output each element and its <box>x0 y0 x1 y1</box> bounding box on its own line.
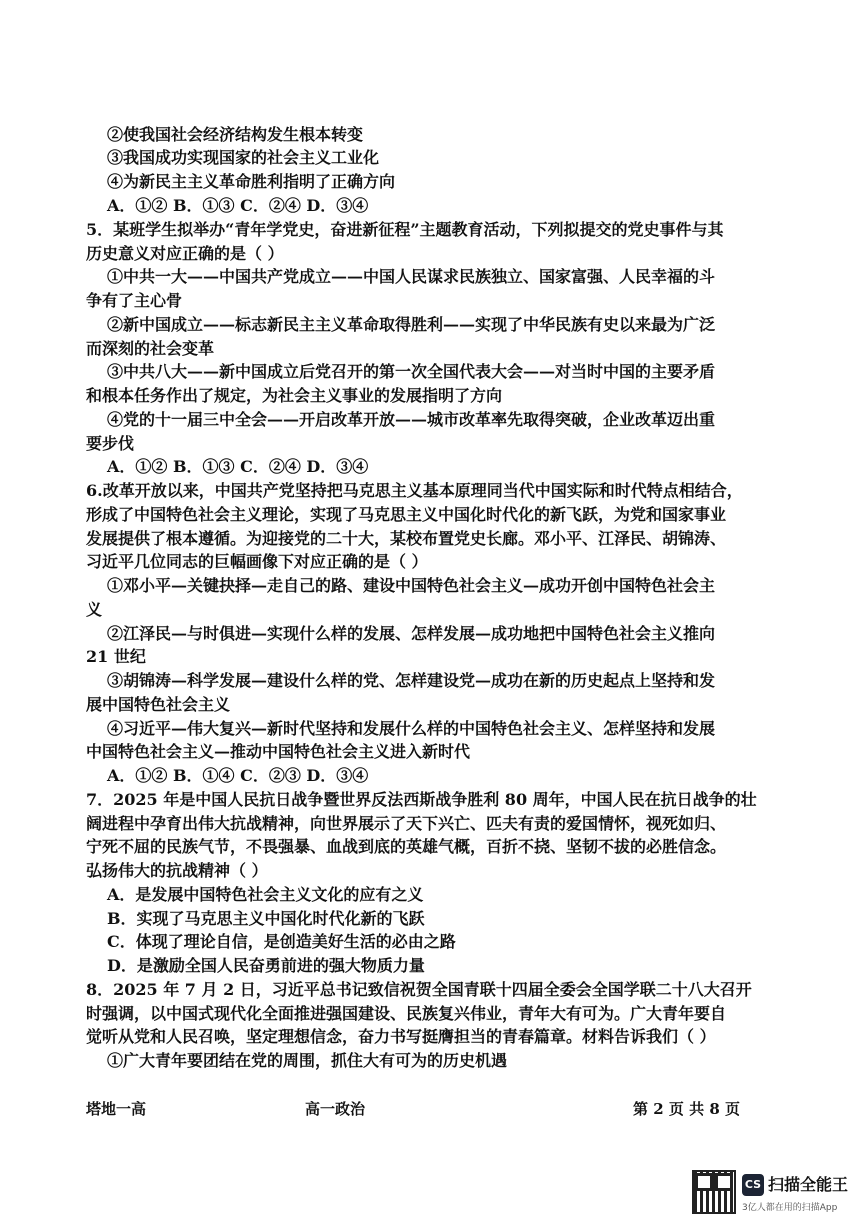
option-b: B．实现了马克思主义中国化时代化新的飞跃 <box>107 909 425 928</box>
text-line: ②使我国社会经济结构发生根本转变 <box>107 125 364 144</box>
watermark-app-name: 扫描全能王 <box>768 1175 849 1194</box>
text-line: 义 <box>86 600 103 619</box>
question-5-stem: 历史意义对应正确的是（ ） <box>86 244 284 263</box>
option-c: C．体现了理论自信，是创造美好生活的必由之路 <box>107 932 456 951</box>
camscanner-logo: CS <box>742 1174 764 1196</box>
question-6-stem: 习近平几位同志的巨幅画像下对应正确的是（ ） <box>86 552 428 571</box>
text-line: ④习近平—伟大复兴—新时代坚持和发展什么样的中国特色社会主义、怎样坚持和发展 <box>107 719 716 738</box>
text-line: 和根本任务作出了规定，为社会主义事业的发展指明了方向 <box>86 386 503 405</box>
text-line: ④为新民主主义革命胜利指明了正确方向 <box>107 172 396 191</box>
text-line: 而深刻的社会变革 <box>86 339 215 358</box>
option-d: D．是激励全国人民奋勇前进的强大物质力量 <box>107 956 425 975</box>
text-line: ①广大青年要团结在党的周围，抓住大有可为的历史机遇 <box>107 1051 508 1070</box>
text-line: ①中共一大——中国共产党成立——中国人民谋求民族独立、国家富强、人民幸福的斗 <box>107 267 716 286</box>
text-line: 争有了主心骨 <box>86 291 183 310</box>
answer-options: A．①② B．①③ C．②④ D．③④ <box>107 457 369 476</box>
question-8-stem: 觉听从党和人民召唤，坚定理想信念，奋力书写挺膺担当的青春篇章。材料告诉我们（ ） <box>86 1027 716 1046</box>
text-line: ②江泽民—与时俱进—实现什么样的发展、怎样发展—成功地把中国特色社会主义推向 <box>107 624 716 643</box>
text-line: ②新中国成立——标志新民主主义革命取得胜利——实现了中华民族有史以来最为广泛 <box>107 315 716 334</box>
answer-options: A．①② B．①④ C．②③ D．③④ <box>107 766 369 785</box>
option-a: A．是发展中国特色社会主义文化的应有之义 <box>107 885 424 904</box>
question-7-stem: 7．2025 年是中国人民抗日战争暨世界反法西斯战争胜利 80 周年，中国人民在抗日战争的壮 <box>86 790 757 809</box>
answer-options: A．①② B．①③ C．②④ D．③④ <box>107 196 369 215</box>
watermark-tagline: 3亿人都在用的扫描App <box>742 1203 838 1213</box>
question-6-stem: 发展提供了根本遵循。为迎接党的二十大，某校布置党史长廊。邓小平、江泽民、胡锦涛、 <box>86 529 727 548</box>
question-6-stem: 6.改革开放以来，中国共产党坚持把马克思主义基本原理同当代中国实际和时代特点相结合， <box>86 481 743 500</box>
question-7-stem: 弘扬伟大的抗战精神（ ） <box>86 861 268 880</box>
question-7-stem: 阔进程中孕育出伟大抗战精神，向世界展示了天下兴亡、匹夫有责的爱国情怀，视死如归、 <box>86 814 727 833</box>
question-5-stem: 5．某班学生拟举办“青年学党史，奋进新征程”主题教育活动，下列拟提交的党史事件与其 <box>86 220 724 239</box>
question-7-stem: 宁死不屈的民族气节，不畏强暴、血战到底的英雄气概，百折不挠、坚韧不拔的必胜信念。 <box>86 837 727 856</box>
text-line: ③胡锦涛—科学发展—建设什么样的党、怎样建设党—成功在新的历史起点上坚持和发 <box>107 671 716 690</box>
text-line: 21 世纪 <box>86 647 146 666</box>
text-line: 要步伐 <box>86 434 135 453</box>
text-line: ③中共八大——新中国成立后党召开的第一次全国代表大会——对当时中国的主要矛盾 <box>107 362 716 381</box>
footer-subject: 高一政治 <box>305 1100 366 1118</box>
qr-code-icon <box>692 1170 736 1214</box>
footer-page-number: 第 2 页 共 8 页 <box>633 1100 740 1118</box>
question-8-stem: 时强调，以中国式现代化全面推进强国建设、民族复兴伟业，青年大有可为。广大青年要自 <box>86 1004 727 1023</box>
text-line: ④党的十一届三中全会——开启改革开放——城市改革率先取得突破，企业改革迈出重 <box>107 410 716 429</box>
footer-school: 塔地一高 <box>86 1100 147 1118</box>
question-8-stem: 8．2025 年 7 月 2 日，习近平总书记致信祝贺全国青联十四届全委会全国学联二十八大召开 <box>86 980 752 999</box>
text-line: 展中国特色社会主义 <box>86 695 231 714</box>
text-line: 中国特色社会主义—推动中国特色社会主义进入新时代 <box>86 742 471 761</box>
text-line: ③我国成功实现国家的社会主义工业化 <box>107 148 380 167</box>
question-6-stem: 形成了中国特色社会主义理论，实现了马克思主义中国化时代化的新飞跃，为党和国家事业 <box>86 505 727 524</box>
text-line: ①邓小平—关键抉择—走自己的路、建设中国特色社会主义—成功开创中国特色社会主 <box>107 576 716 595</box>
